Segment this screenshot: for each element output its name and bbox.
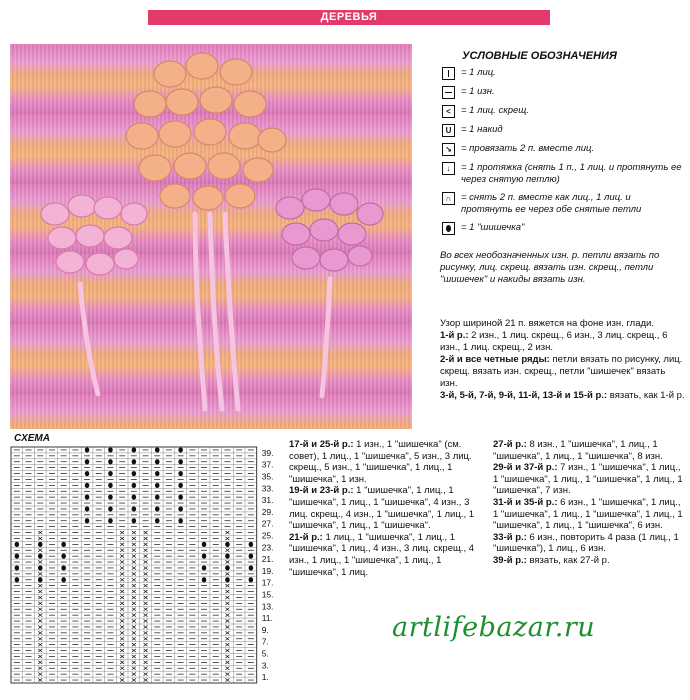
row-number-label: 17. [261,577,274,588]
row-label: 39-й р.: [493,554,527,566]
legend-item [442,222,682,235]
row-number-label: 23. [261,542,274,553]
row-number-label: 1. [261,672,269,683]
instruction-row [493,439,685,462]
legend-item-text: = провязать 2 п. вместе лиц. [461,143,595,154]
legend-item-text: = 1 изн. [461,86,495,97]
row-label: 29-й и 37-й р.: [493,462,558,474]
row-number-label: 29. [261,506,274,517]
tree-crown-right [276,189,383,271]
instruction-row [289,439,484,485]
legend-list [442,67,682,241]
knitted-trees-photo [10,44,412,429]
instruction-row [493,532,685,555]
row-text: 6 изн., 1 "шишечка", 1 лиц., 1 "шишечка", 1 лиц., 1 "шишечка", 1 лиц., 1 "шишечка", 1 лиц., 1 "шишечка", 6 изн. [493,496,683,532]
row-number-label: 27. [261,518,274,529]
row-label: 3-й, 5-й, 7-й, 9-й, 11-й, 13-й и 15-й р.: [440,390,608,401]
row-number-label: 11. [261,613,273,624]
pull-over-symbol-icon: ↓ [442,162,455,175]
row-number-label: 39. [261,447,274,458]
row-label: 21-й р.: [289,531,323,543]
row-number-label: 25. [261,530,274,541]
row-number-label: 35. [261,471,274,482]
legend-item [442,105,682,118]
legend-item [442,86,682,99]
description-row [440,330,685,354]
legend-title: УСЛОВНЫЕ ОБОЗНАЧЕНИЯ [462,50,617,62]
row-text: вязать, как 1-й р. [607,390,685,401]
row-label: 27-й р.: [493,439,527,450]
purl-symbol-icon [442,86,455,99]
row-number-label: 31. [261,495,274,506]
legend-item-text: = снять 2 п. вместе как лиц., 1 лиц. и протянуть ее через обе снятые петли [461,192,642,215]
instruction-row [289,485,484,531]
row-number-label: 7. [261,636,269,647]
row-label: 17-й и 25-й р.: [289,439,354,450]
row-label: 33-й р.: [493,531,527,543]
instruction-row [493,497,685,532]
legend-item-text: = 1 накид [461,124,503,135]
trees-illustration [10,44,412,429]
row-text: 7 изн., 1 "шишечка", 1 лиц., 1 "шишечка", 1 лиц., 1 "шишечка", 1 лиц., 1 "шишечка", 7 изн. [493,462,683,497]
row-text: 1 лиц., 1 "шишечка", 1 лиц., 1 "шишечка", 1 лиц., 4 изн., 3 лиц. скрещ., 4 изн., 1 лиц., 1 "шишечка", 1 лиц., 1 "шишечка", 1 лиц. [289,531,475,578]
row-number-label: 5. [261,648,269,659]
row-number-label: 21. [261,554,274,565]
general-note: Во всех необозначенных изн. р. петли вязать по рисунку, лиц. скрещ. вязать изн. скрещ., петли "шишечек" и накиды вязать изн. [440,250,660,285]
crossed-knit-symbol-icon: < [442,105,455,118]
yarn-over-symbol-icon: U [442,124,455,137]
row-text: 1 "шишечка", 1 лиц., 1 "шишечка", 1 лиц., 1 "шишечка", 4 изн., 3 лиц. скрещ., 4 изн., 1 "шишечка", 1 лиц., 1 "шишечка", 1 лиц., 1 "шишечка". [289,485,475,532]
legend-item [442,143,682,156]
row-number-label: 19. [261,565,274,576]
row-label: 1-й р.: [440,330,469,341]
row-text: 1 изн., 1 "шишечка" (см. совет), 1 лиц., 1 "шишечка", 5 изн., 3 лиц. скрещ., 5 изн., 1 "шишечка", 1 лиц., 1 "шишечка", 1 изн. [289,439,472,485]
description-row [440,390,685,402]
chart-grid [11,447,257,683]
description-row [440,354,685,390]
bobble-symbol-icon [442,222,455,235]
instructions-column-2 [493,439,685,567]
row-number-label: 15. [261,589,274,600]
row-number-label: 13. [261,601,274,612]
knit-symbol-icon [442,67,455,80]
row-number-label: 9. [261,624,269,635]
instruction-row [289,532,484,578]
double-pull-over-symbol-icon: ∩ [442,192,455,205]
pattern-description [440,318,685,402]
row-number-label: 33. [261,483,274,494]
legend-item [442,162,682,186]
description-intro: Узор шириной 21 п. вяжется на фоне изн. глади. [440,318,654,329]
legend-item-text: = 1 протяжка (снять 1 п., 1 лиц. и протянуть ее через снятую петлю) [461,162,682,185]
instruction-row [493,555,685,567]
page-title-band [148,10,550,25]
knitting-chart [10,443,282,688]
row-number-label: 37. [261,459,274,470]
k2tog-symbol-icon: ↘ [442,143,455,156]
page-title: ДЕРЕВЬЯ [320,11,378,23]
legend-item-text: = 1 лиц. скрещ. [461,105,529,116]
row-number-label: 3. [261,660,269,671]
instructions-column-1 [289,439,484,578]
legend-item [442,67,682,80]
row-label: 19-й и 23-й р.: [289,485,354,497]
row-text: 2 изн., 1 лиц. скрещ., 6 изн., 3 лиц. скрещ., 6 изн., 1 лиц. скрещ., 2 изн. [440,330,668,353]
legend-item [442,124,682,137]
row-text: 8 изн., 1 "шишечка", 1 лиц., 1 "шишечка", 1 лиц., 1 "шишечка", 8 изн. [493,439,663,462]
schema-title: СХЕМА [14,433,50,444]
site-watermark: artlifebazar.ru [392,612,596,643]
legend-item [442,192,682,216]
row-label: 31-й и 35-й р.: [493,496,558,508]
tree-crown-center [126,53,286,210]
legend-item-text: = 1 лиц. [461,67,496,78]
legend-item-text: = 1 "шишечка" [461,222,525,233]
row-text: вязать, как 27-й р. [526,554,610,566]
instruction-row [493,462,685,497]
tree-crown-left [41,195,147,275]
row-text: 6 изн., повторить 4 раза (1 лиц., 1 "шишечка"), 1 лиц., 6 изн. [493,531,679,555]
row-label: 2-й и все четные ряды: [440,354,550,365]
row-text: петли вязать по рисунку, лиц. скрещ. вязать изн. скрещ., петли "шишечек" вязать изн. [440,354,683,389]
